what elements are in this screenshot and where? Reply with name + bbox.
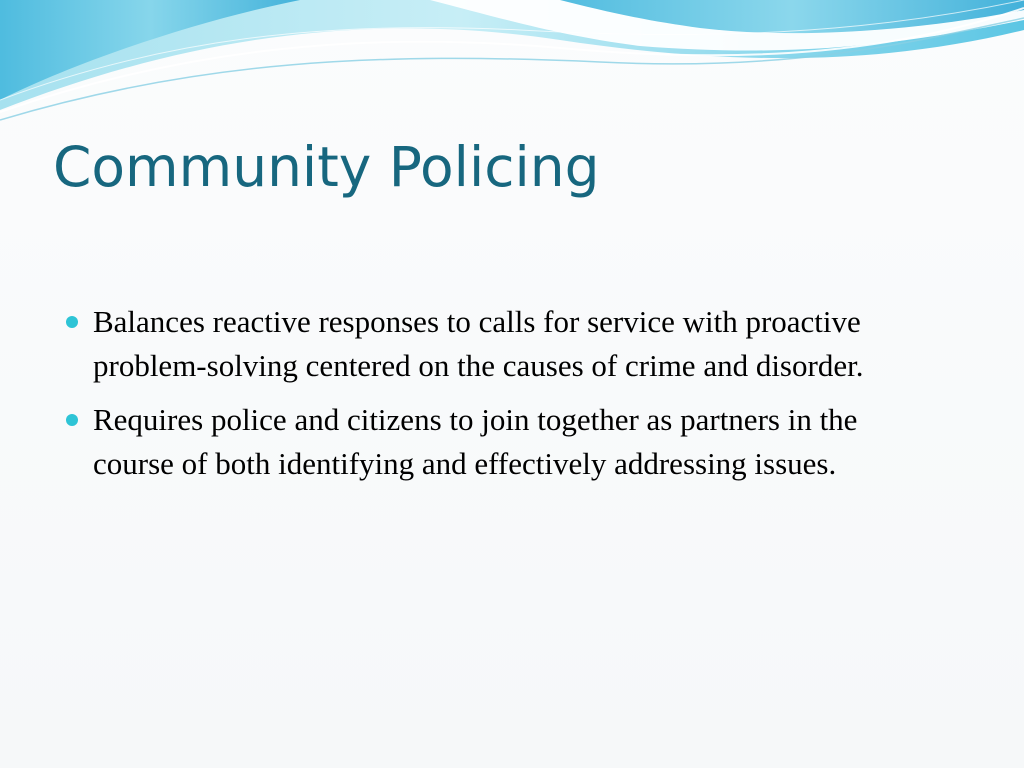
list-item: [66, 300, 946, 388]
list-item: [66, 398, 946, 486]
slide-title: Community Policing: [53, 135, 600, 199]
bullet-icon: [66, 414, 78, 426]
bullet-text: Balances reactive responses to calls for service with proactive problem-solving centered on the causes of crime and disorder.: [93, 304, 864, 383]
bullet-list: [66, 300, 946, 496]
bullet-icon: [66, 316, 78, 328]
bullet-text: Requires police and citizens to join together as partners in the course of both identifying and effectively addressing issues.: [93, 402, 858, 481]
header-wave-decoration: [0, 0, 1024, 130]
